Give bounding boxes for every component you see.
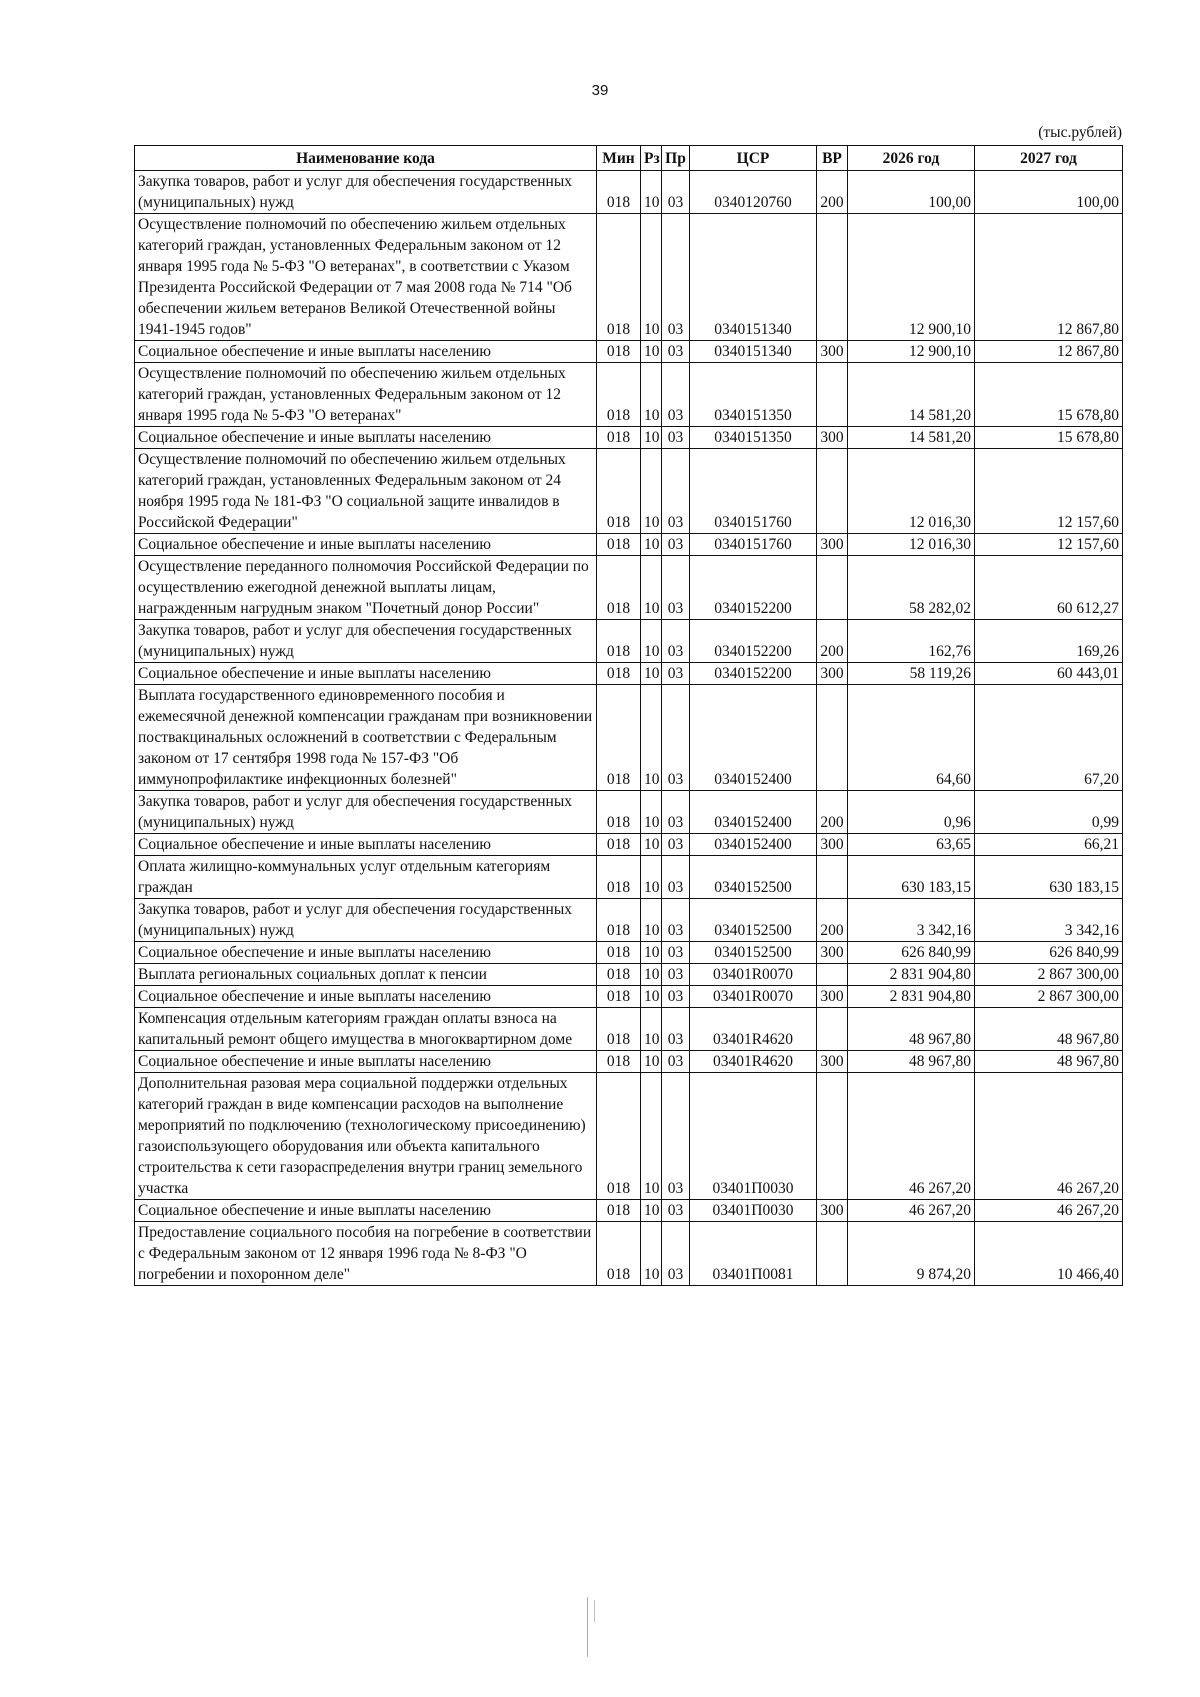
table-row — [135, 899, 1123, 942]
cell-pr: 03 — [662, 834, 690, 856]
table-row — [135, 1222, 1123, 1286]
cell-name: Закупка товаров, работ и услуг для обеспечения государственных (муниципальных) нужд — [135, 899, 597, 942]
cell-rz: 10 — [641, 834, 662, 856]
cell-2027: 46 267,20 — [975, 1073, 1123, 1200]
cell-pr: 03 — [662, 620, 690, 663]
cell-name: Осуществление полномочий по обеспечению жильем отдельных категорий граждан, установленных Федеральным законом от 24 ноября 1995 года № 181-ФЗ "О социальной защите инвалидов в Российской Федерации" — [135, 449, 597, 534]
cell-2027: 10 466,40 — [975, 1222, 1123, 1286]
cell-name: Оплата жилищно-коммунальных услуг отдельным категориям граждан — [135, 856, 597, 899]
cell-vr — [817, 1222, 848, 1286]
cell-rz: 10 — [641, 986, 662, 1008]
cell-2027: 66,21 — [975, 834, 1123, 856]
cell-name: Социальное обеспечение и иные выплаты населению — [135, 427, 597, 449]
cell-csr: 0340151340 — [690, 214, 817, 341]
table-row — [135, 363, 1123, 427]
cell-vr — [817, 964, 848, 986]
table-row — [135, 171, 1123, 214]
table-header-row — [135, 146, 1123, 171]
cell-2027: 12 157,60 — [975, 449, 1123, 534]
cell-2027: 626 840,99 — [975, 942, 1123, 964]
cell-pr: 03 — [662, 171, 690, 214]
cell-2027: 67,20 — [975, 685, 1123, 791]
cell-pr: 03 — [662, 986, 690, 1008]
cell-min: 018 — [597, 171, 641, 214]
cell-min: 018 — [597, 214, 641, 341]
cell-2027: 46 267,20 — [975, 1200, 1123, 1222]
budget-table — [134, 145, 1123, 1286]
cell-pr: 03 — [662, 1051, 690, 1073]
header-vr: ВР — [817, 146, 848, 171]
cell-pr: 03 — [662, 341, 690, 363]
cell-min: 018 — [597, 1222, 641, 1286]
cell-csr: 0340151350 — [690, 363, 817, 427]
cell-rz: 10 — [641, 1073, 662, 1200]
cell-csr: 0340152400 — [690, 791, 817, 834]
cell-csr: 03401П0030 — [690, 1200, 817, 1222]
cell-pr: 03 — [662, 214, 690, 341]
cell-pr: 03 — [662, 856, 690, 899]
cell-vr: 300 — [817, 663, 848, 685]
cell-pr: 03 — [662, 663, 690, 685]
cell-vr — [817, 363, 848, 427]
cell-vr — [817, 556, 848, 620]
cell-pr: 03 — [662, 1222, 690, 1286]
cell-2027: 100,00 — [975, 171, 1123, 214]
cell-2026: 2 831 904,80 — [848, 986, 975, 1008]
cell-vr: 300 — [817, 986, 848, 1008]
cell-vr — [817, 449, 848, 534]
cell-2027: 48 967,80 — [975, 1008, 1123, 1051]
cell-pr: 03 — [662, 791, 690, 834]
page-number: 39 — [591, 82, 609, 99]
cell-name: Предоставление социального пособия на погребение в соответствии с Федеральным законом от 12 января 1996 года № 8-ФЗ "О погребении и похоронном деле" — [135, 1222, 597, 1286]
table-row — [135, 214, 1123, 341]
table-row — [135, 1200, 1123, 1222]
cell-rz: 10 — [641, 1222, 662, 1286]
cell-2027: 12 867,80 — [975, 341, 1123, 363]
cell-name: Осуществление полномочий по обеспечению жильем отдельных категорий граждан, установленных Федеральным законом от 12 января 1995 года № 5-ФЗ "О ветеранах" — [135, 363, 597, 427]
cell-vr — [817, 856, 848, 899]
cell-rz: 10 — [641, 791, 662, 834]
table-body — [135, 171, 1123, 1286]
cell-csr: 0340152500 — [690, 899, 817, 942]
cell-min: 018 — [597, 663, 641, 685]
cell-pr: 03 — [662, 942, 690, 964]
cell-csr: 0340151340 — [690, 341, 817, 363]
cell-pr: 03 — [662, 1008, 690, 1051]
cell-min: 018 — [597, 791, 641, 834]
cell-rz: 10 — [641, 899, 662, 942]
cell-rz: 10 — [641, 1008, 662, 1051]
cell-vr: 200 — [817, 171, 848, 214]
cell-min: 018 — [597, 1008, 641, 1051]
cell-2027: 15 678,80 — [975, 427, 1123, 449]
cell-min: 018 — [597, 964, 641, 986]
cell-rz: 10 — [641, 556, 662, 620]
cell-csr: 0340151760 — [690, 449, 817, 534]
header-2026: 2026 год — [848, 146, 975, 171]
cell-csr: 03401R0070 — [690, 986, 817, 1008]
cell-2027: 48 967,80 — [975, 1051, 1123, 1073]
cell-pr: 03 — [662, 427, 690, 449]
cell-rz: 10 — [641, 341, 662, 363]
cell-min: 018 — [597, 427, 641, 449]
cell-vr: 200 — [817, 620, 848, 663]
cell-2026: 2 831 904,80 — [848, 964, 975, 986]
cell-min: 018 — [597, 986, 641, 1008]
cell-2026: 64,60 — [848, 685, 975, 791]
cell-2026: 63,65 — [848, 834, 975, 856]
cell-csr: 0340151760 — [690, 534, 817, 556]
table-row — [135, 964, 1123, 986]
table-row — [135, 663, 1123, 685]
cell-rz: 10 — [641, 171, 662, 214]
header-csr: ЦСР — [690, 146, 817, 171]
cell-min: 018 — [597, 1051, 641, 1073]
table-row — [135, 341, 1123, 363]
scan-mark — [587, 1597, 588, 1657]
table-row — [135, 449, 1123, 534]
cell-name: Закупка товаров, работ и услуг для обеспечения государственных (муниципальных) нужд — [135, 791, 597, 834]
table-row — [135, 856, 1123, 899]
header-name: Наименование кода — [135, 146, 597, 171]
cell-2026: 58 119,26 — [848, 663, 975, 685]
table-row — [135, 427, 1123, 449]
cell-vr: 300 — [817, 1051, 848, 1073]
cell-csr: 03401R4620 — [690, 1008, 817, 1051]
cell-csr: 03401П0030 — [690, 1073, 817, 1200]
table-row — [135, 534, 1123, 556]
cell-name: Социальное обеспечение и иные выплаты населению — [135, 942, 597, 964]
cell-2027: 60 612,27 — [975, 556, 1123, 620]
cell-name: Социальное обеспечение и иные выплаты населению — [135, 341, 597, 363]
header-pr: Пр — [662, 146, 690, 171]
table-row — [135, 620, 1123, 663]
cell-csr: 0340151350 — [690, 427, 817, 449]
cell-2026: 0,96 — [848, 791, 975, 834]
cell-vr: 300 — [817, 942, 848, 964]
cell-rz: 10 — [641, 942, 662, 964]
cell-min: 018 — [597, 856, 641, 899]
cell-2026: 162,76 — [848, 620, 975, 663]
cell-vr: 300 — [817, 341, 848, 363]
cell-csr: 03401R4620 — [690, 1051, 817, 1073]
cell-min: 018 — [597, 834, 641, 856]
cell-rz: 10 — [641, 214, 662, 341]
cell-2026: 48 967,80 — [848, 1051, 975, 1073]
cell-pr: 03 — [662, 1200, 690, 1222]
table-row — [135, 1073, 1123, 1200]
cell-vr: 300 — [817, 834, 848, 856]
cell-min: 018 — [597, 899, 641, 942]
cell-name: Социальное обеспечение и иные выплаты населению — [135, 1051, 597, 1073]
cell-2026: 100,00 — [848, 171, 975, 214]
cell-2026: 12 016,30 — [848, 534, 975, 556]
cell-name: Социальное обеспечение и иные выплаты населению — [135, 834, 597, 856]
cell-rz: 10 — [641, 427, 662, 449]
cell-min: 018 — [597, 685, 641, 791]
cell-name: Компенсация отдельным категориям граждан оплаты взноса на капитальный ремонт общего имущества в многоквартирном доме — [135, 1008, 597, 1051]
cell-rz: 10 — [641, 663, 662, 685]
cell-name: Социальное обеспечение и иные выплаты населению — [135, 986, 597, 1008]
cell-rz: 10 — [641, 964, 662, 986]
cell-csr: 0340152500 — [690, 942, 817, 964]
cell-min: 018 — [597, 534, 641, 556]
cell-2027: 630 183,15 — [975, 856, 1123, 899]
table-row — [135, 834, 1123, 856]
cell-name: Выплата региональных социальных доплат к пенсии — [135, 964, 597, 986]
cell-min: 018 — [597, 1200, 641, 1222]
cell-2026: 46 267,20 — [848, 1073, 975, 1200]
cell-vr — [817, 1008, 848, 1051]
cell-rz: 10 — [641, 363, 662, 427]
cell-2027: 15 678,80 — [975, 363, 1123, 427]
header-rz: Рз — [641, 146, 662, 171]
cell-min: 018 — [597, 449, 641, 534]
cell-min: 018 — [597, 620, 641, 663]
cell-2026: 58 282,02 — [848, 556, 975, 620]
cell-rz: 10 — [641, 620, 662, 663]
cell-vr — [817, 1073, 848, 1200]
cell-name: Социальное обеспечение и иные выплаты населению — [135, 1200, 597, 1222]
cell-2026: 46 267,20 — [848, 1200, 975, 1222]
cell-2027: 3 342,16 — [975, 899, 1123, 942]
cell-name: Выплата государственного единовременного пособия и ежемесячной денежной компенсации гражданам при возникновении поствакцинальных осложнений в соответствии с Федеральным законом от 17 сентября 1998 года № 157-ФЗ "Об иммунопрофилактике инфекционных болезней" — [135, 685, 597, 791]
cell-name: Закупка товаров, работ и услуг для обеспечения государственных (муниципальных) нужд — [135, 620, 597, 663]
table-row — [135, 685, 1123, 791]
table-row — [135, 986, 1123, 1008]
cell-2026: 3 342,16 — [848, 899, 975, 942]
table-row — [135, 1051, 1123, 1073]
header-min: Мин — [597, 146, 641, 171]
cell-vr — [817, 214, 848, 341]
cell-2026: 14 581,20 — [848, 427, 975, 449]
cell-name: Закупка товаров, работ и услуг для обеспечения государственных (муниципальных) нужд — [135, 171, 597, 214]
cell-pr: 03 — [662, 363, 690, 427]
table-row — [135, 1008, 1123, 1051]
cell-name: Дополнительная разовая мера социальной поддержки отдельных категорий граждан в виде компенсации расходов на выполнение мероприятий по подключению (технологическому присоединению) газоиспользующего оборудования или объекта капитального строительства к сети газораспределения внутри границ земельного участка — [135, 1073, 597, 1200]
cell-pr: 03 — [662, 964, 690, 986]
cell-csr: 0340152400 — [690, 834, 817, 856]
cell-pr: 03 — [662, 685, 690, 791]
cell-name: Осуществление переданного полномочия Российской Федерации по осуществлению ежегодной денежной выплаты лицам, награжденным нагрудным знаком "Почетный донор России" — [135, 556, 597, 620]
cell-2027: 2 867 300,00 — [975, 986, 1123, 1008]
cell-name: Социальное обеспечение и иные выплаты населению — [135, 663, 597, 685]
cell-pr: 03 — [662, 1073, 690, 1200]
cell-min: 018 — [597, 1073, 641, 1200]
cell-2027: 2 867 300,00 — [975, 964, 1123, 986]
cell-2026: 626 840,99 — [848, 942, 975, 964]
cell-2026: 630 183,15 — [848, 856, 975, 899]
cell-vr: 300 — [817, 427, 848, 449]
table-row — [135, 942, 1123, 964]
units-label: (тыс.рублей) — [1038, 124, 1122, 141]
table-row — [135, 556, 1123, 620]
cell-vr: 300 — [817, 534, 848, 556]
cell-name: Осуществление полномочий по обеспечению жильем отдельных категорий граждан, установленных Федеральным законом от 12 января 1995 года № 5-ФЗ "О ветеранах", в соответствии с Указом Президента Российской Федерации от 7 мая 2008 года № 714 "Об обеспечении жильем ветеранов Великой Отечественной войны 1941-1945 годов" — [135, 214, 597, 341]
cell-2026: 9 874,20 — [848, 1222, 975, 1286]
cell-rz: 10 — [641, 685, 662, 791]
cell-2026: 48 967,80 — [848, 1008, 975, 1051]
cell-pr: 03 — [662, 899, 690, 942]
cell-2027: 12 867,80 — [975, 214, 1123, 341]
cell-csr: 0340152200 — [690, 663, 817, 685]
cell-rz: 10 — [641, 534, 662, 556]
cell-rz: 10 — [641, 1200, 662, 1222]
cell-csr: 0340152200 — [690, 620, 817, 663]
cell-2027: 60 443,01 — [975, 663, 1123, 685]
cell-csr: 0340120760 — [690, 171, 817, 214]
cell-pr: 03 — [662, 449, 690, 534]
cell-name: Социальное обеспечение и иные выплаты населению — [135, 534, 597, 556]
cell-min: 018 — [597, 363, 641, 427]
table-row — [135, 791, 1123, 834]
cell-pr: 03 — [662, 534, 690, 556]
cell-rz: 10 — [641, 1051, 662, 1073]
cell-min: 018 — [597, 942, 641, 964]
cell-min: 018 — [597, 341, 641, 363]
cell-2027: 0,99 — [975, 791, 1123, 834]
cell-vr: 200 — [817, 791, 848, 834]
header-2027: 2027 год — [975, 146, 1123, 171]
cell-vr — [817, 685, 848, 791]
cell-vr: 200 — [817, 899, 848, 942]
cell-2026: 14 581,20 — [848, 363, 975, 427]
cell-csr: 03401R0070 — [690, 964, 817, 986]
cell-2027: 169,26 — [975, 620, 1123, 663]
cell-2026: 12 900,10 — [848, 214, 975, 341]
cell-rz: 10 — [641, 449, 662, 534]
cell-csr: 03401П0081 — [690, 1222, 817, 1286]
cell-pr: 03 — [662, 556, 690, 620]
cell-rz: 10 — [641, 856, 662, 899]
cell-2027: 12 157,60 — [975, 534, 1123, 556]
cell-csr: 0340152200 — [690, 556, 817, 620]
cell-vr: 300 — [817, 1200, 848, 1222]
cell-min: 018 — [597, 556, 641, 620]
cell-2026: 12 900,10 — [848, 341, 975, 363]
cell-csr: 0340152400 — [690, 685, 817, 791]
cell-csr: 0340152500 — [690, 856, 817, 899]
cell-2026: 12 016,30 — [848, 449, 975, 534]
scan-mark — [594, 1600, 595, 1622]
